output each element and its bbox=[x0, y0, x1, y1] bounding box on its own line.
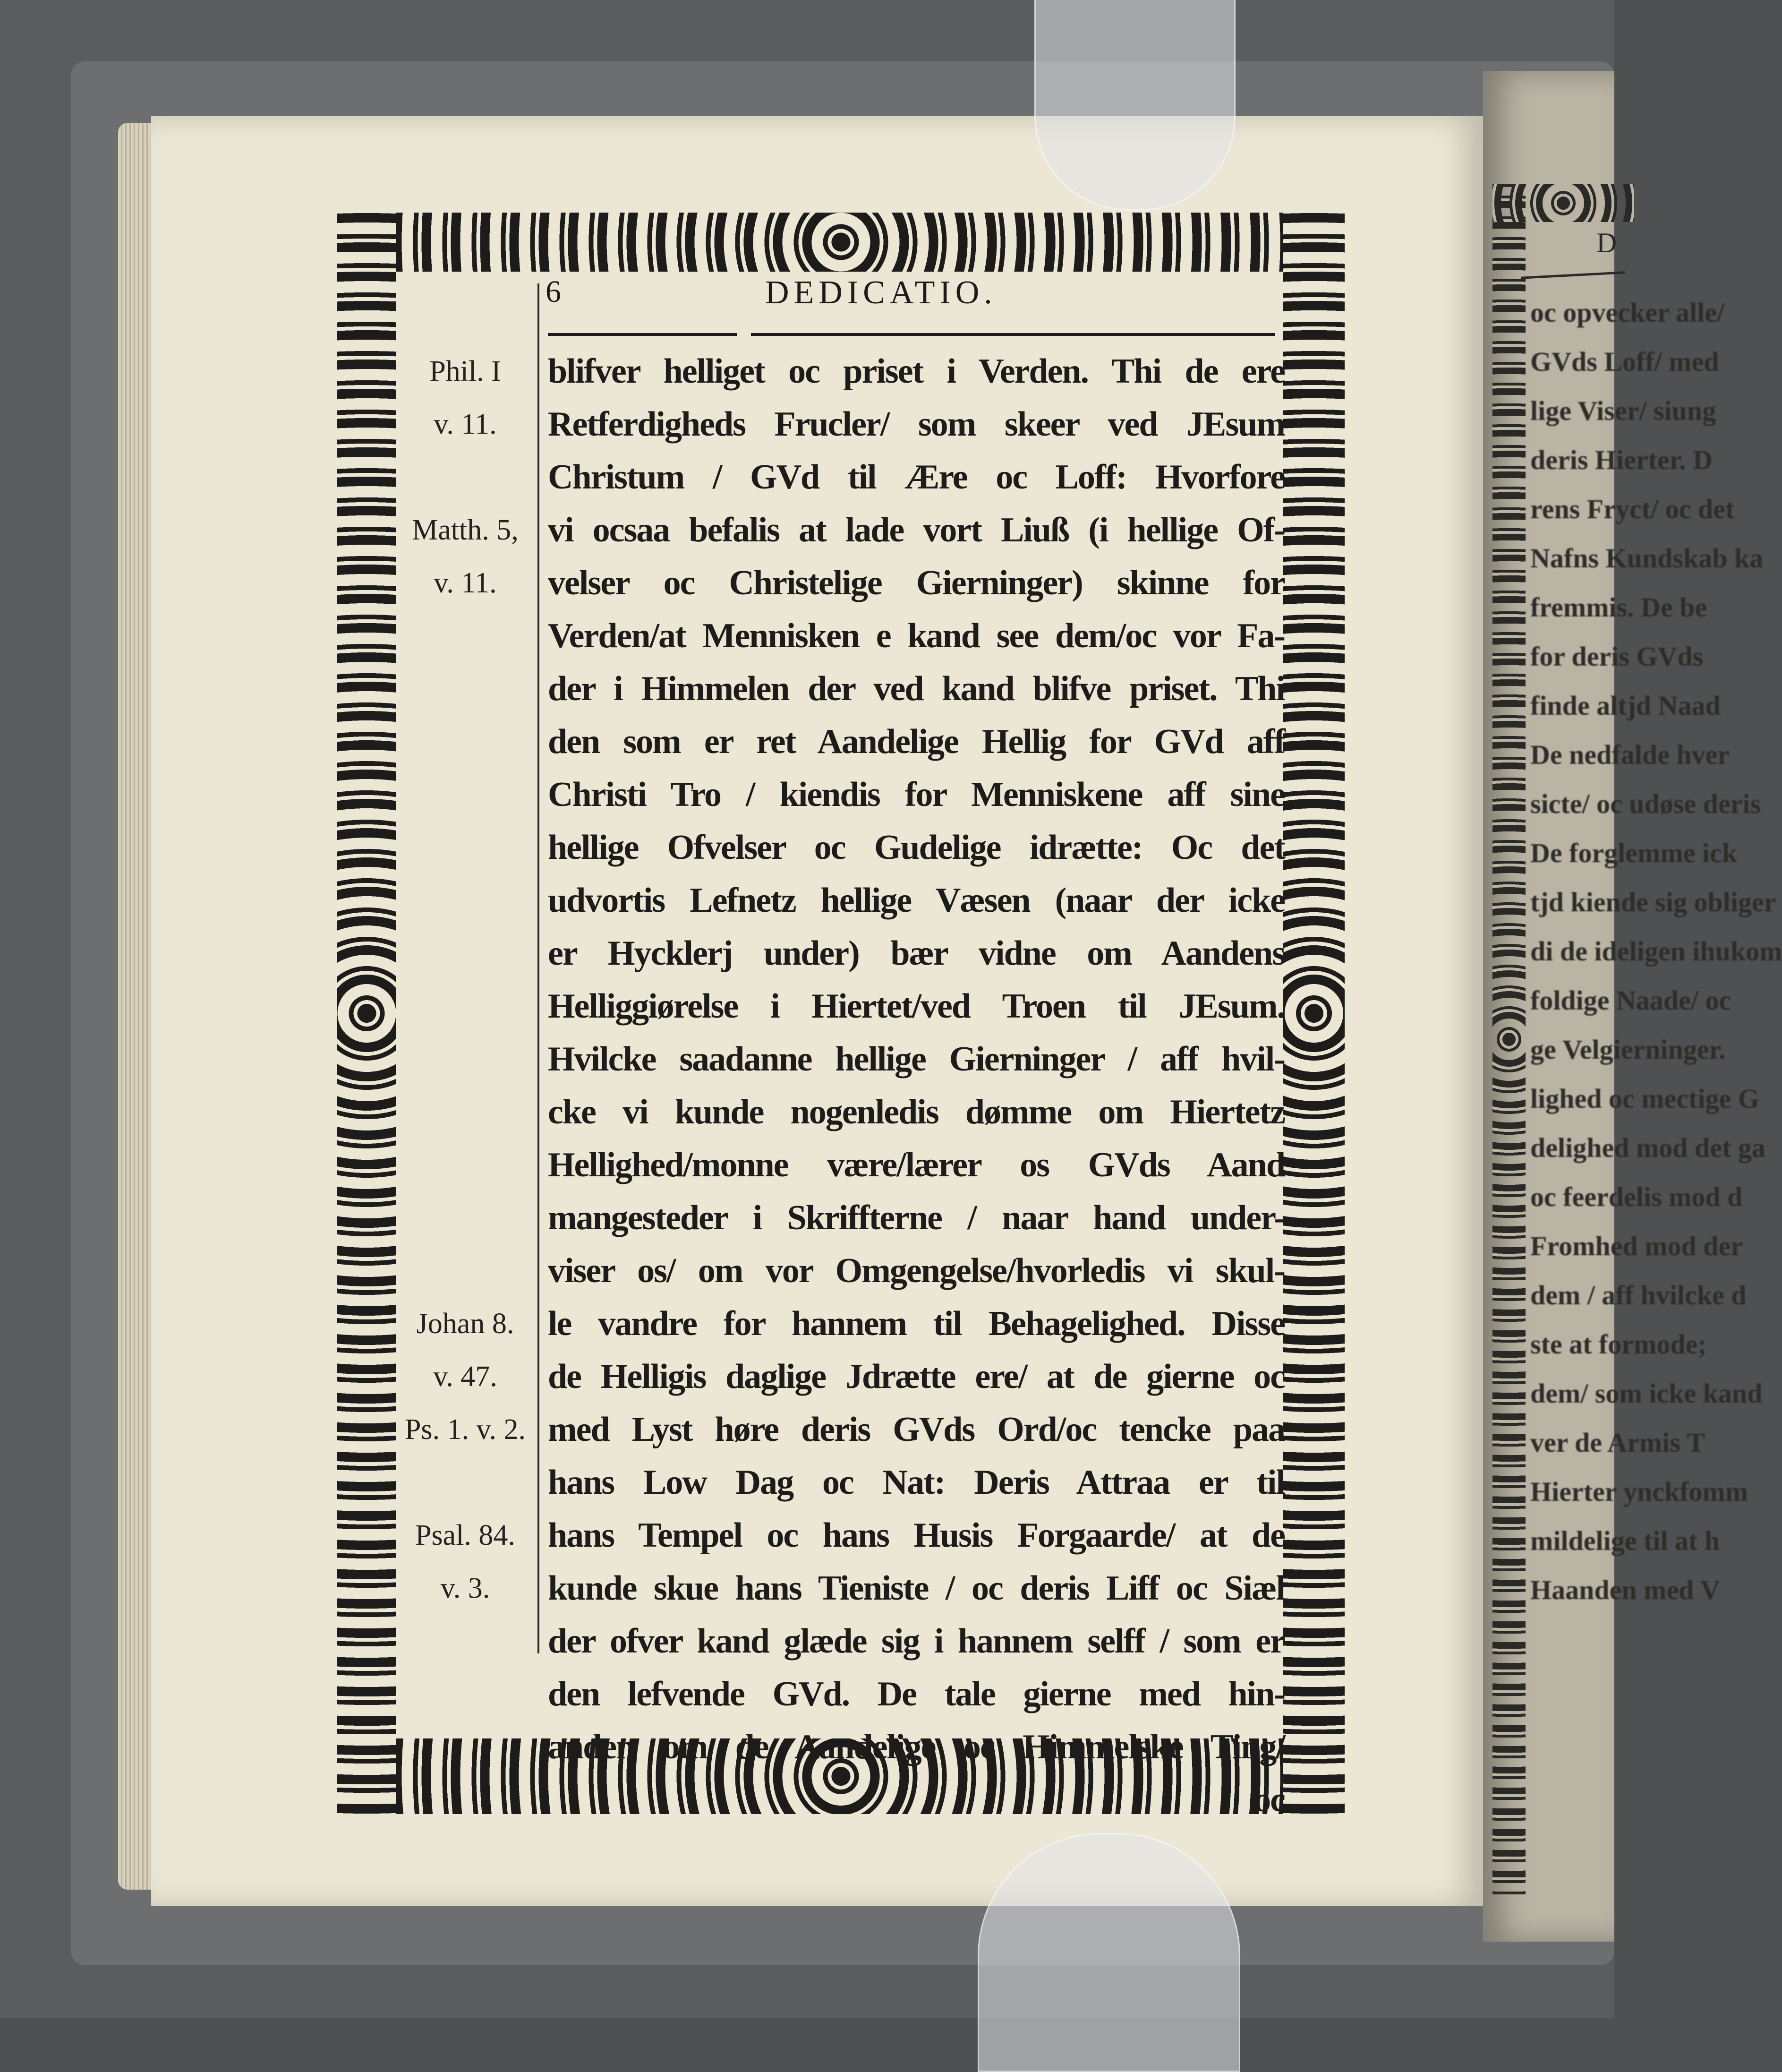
right-page-border bbox=[1492, 184, 1526, 1894]
right-text-line: fremmis. De be bbox=[1530, 592, 1707, 623]
right-text-line: dem / aff hvilcke d bbox=[1530, 1280, 1747, 1310]
margin-note: Phil. I bbox=[429, 355, 501, 387]
text-line: Hellighed/monne være/lærer os GVds Aand bbox=[548, 1146, 1285, 1184]
text-line: cke vi kunde nogenledis dømme om Hiertetz bbox=[548, 1093, 1285, 1131]
right-text-line: tjd kiende sig obliger bbox=[1530, 887, 1776, 917]
right-text-line: oc opvecker alle/ bbox=[1530, 297, 1725, 328]
right-text-line: dem/ som icke kand bbox=[1530, 1378, 1763, 1409]
right-text-line: mildelige til at h bbox=[1530, 1525, 1720, 1556]
text-line: Christum / GVd til Ære oc Loff: Hvorfore bbox=[548, 458, 1285, 497]
right-text-line: deris Hierter. D bbox=[1530, 445, 1713, 475]
right-text-line: delighed mod det ga bbox=[1530, 1132, 1765, 1163]
header-rule bbox=[548, 333, 737, 336]
right-running-head: D bbox=[1596, 227, 1617, 258]
right-text-line: Fromhed mod der bbox=[1530, 1231, 1743, 1261]
right-text-line: Hierter ynckfomm bbox=[1530, 1476, 1748, 1507]
text-line: der ofver kand glæde sig i hannem selff / som er bbox=[548, 1622, 1285, 1661]
margin-note: v. 11. bbox=[434, 567, 497, 599]
margin-note: v. 11. bbox=[434, 408, 497, 440]
right-text-line: GVds Loff/ med bbox=[1530, 346, 1719, 377]
body-text bbox=[548, 345, 1285, 1826]
text-line: le vandre for hannem til Behagelighed. Disse bbox=[548, 1304, 1285, 1343]
right-text-line: ver de Armis T bbox=[1530, 1427, 1705, 1458]
margin-note: v. 3. bbox=[440, 1572, 490, 1604]
text-line: viser os/ om vor Omgengelse/hvorledis vi skul- bbox=[548, 1251, 1285, 1290]
running-head: DEDICATIO. bbox=[765, 274, 997, 311]
margin-note: Johan 8. bbox=[416, 1308, 514, 1340]
right-text-line: foldige Naade/ oc bbox=[1530, 985, 1731, 1016]
right-text-line: lighed oc mectige G bbox=[1530, 1083, 1759, 1114]
right-text-line: Nafns Kundskab ka bbox=[1530, 543, 1764, 574]
right-text-line: rens Fryct/ oc det bbox=[1530, 494, 1735, 524]
header-rule bbox=[751, 333, 1275, 336]
margin-note: Ps. 1. v. 2. bbox=[404, 1413, 526, 1446]
right-text-line: oc feerdelis mod d bbox=[1530, 1182, 1743, 1212]
page-holder-clip-bottom bbox=[978, 1833, 1240, 2072]
text-line: med Lyst høre deris GVds Ord/oc tencke paa bbox=[548, 1410, 1285, 1449]
right-text-line: sicte/ oc udøse deris bbox=[1530, 788, 1761, 819]
margin-note: v. 47. bbox=[433, 1361, 497, 1393]
margin-note: Psal. 84. bbox=[415, 1519, 515, 1551]
right-text-line: Haanden med V bbox=[1530, 1575, 1720, 1605]
text-line: vi ocsaa befalis at lade vort Liuß (i hellige Of- bbox=[548, 511, 1285, 549]
border-top bbox=[337, 213, 1345, 272]
border-right bbox=[1283, 213, 1345, 1814]
text-line: velser oc Christelige Gierninger) skinne for bbox=[548, 564, 1285, 602]
text-line: hans Low Dag oc Nat: Deris Attraa er til bbox=[548, 1463, 1285, 1502]
border-left bbox=[337, 213, 396, 1814]
right-text-line: for deris GVds bbox=[1530, 641, 1704, 672]
right-page bbox=[1483, 71, 1782, 1942]
text-line: Retferdigheds Frucler/ som skeer ved JEsum bbox=[548, 405, 1285, 444]
text-line: den lefvende GVd. De tale gierne med hin- bbox=[548, 1675, 1285, 1713]
text-line: de Helligis daglige Jdrætte ere/ at de gierne oc bbox=[548, 1357, 1285, 1396]
text-line: udvortis Lefnetz hellige Væsen (naar der icke bbox=[548, 881, 1285, 920]
text-line: den som er ret Aandelige Hellig for GVd aff bbox=[548, 722, 1285, 761]
right-text-line: De nedfalde hver bbox=[1530, 739, 1730, 770]
right-text-line: finde altjd Naad bbox=[1530, 690, 1721, 721]
text-line: er Hycklerj under) bær vidne om Aandens bbox=[548, 934, 1285, 973]
right-text-line: ge Velgierninger. bbox=[1530, 1034, 1726, 1065]
margin-rule bbox=[537, 283, 539, 1653]
catchword: oc bbox=[1253, 1781, 1285, 1819]
text-line: Hvilcke saadanne hellige Gierninger / aff hvil- bbox=[548, 1040, 1285, 1079]
text-line: Helliggiørelse i Hiertet/ved Troen til JEsum. bbox=[548, 987, 1285, 1026]
page-number: 6 bbox=[546, 274, 561, 309]
text-line: anden om de Aandelige oc Himmelske Ting/ bbox=[548, 1728, 1285, 1766]
text-line: kunde skue hans Tieniste / oc deris Liff oc Siæl bbox=[548, 1569, 1285, 1608]
right-text-line: ste at formode; bbox=[1530, 1329, 1707, 1360]
text-line: Verden/at Mennisken e kand see dem/oc vor Fa- bbox=[548, 616, 1285, 655]
text-line: hans Tempel oc hans Husis Forgaarde/ at de bbox=[548, 1516, 1285, 1555]
right-page-text bbox=[1530, 288, 1782, 1615]
margin-note: Matth. 5, bbox=[412, 514, 519, 546]
text-line: der i Himmelen der ved kand blifve priset. Thi bbox=[548, 669, 1285, 708]
right-page-border-top bbox=[1492, 184, 1634, 222]
right-text-line: De forglemme ick bbox=[1530, 838, 1738, 868]
text-line: blifver helliget oc priset i Verden. Thi de ere bbox=[548, 352, 1285, 391]
page-holder-clip-top bbox=[1034, 0, 1236, 211]
text-line: mangesteder i Skriffterne / naar hand under- bbox=[548, 1199, 1285, 1237]
right-header-rule bbox=[1521, 271, 1625, 279]
right-text-line: lige Viser/ siung bbox=[1530, 395, 1716, 426]
text-line: hellige Ofvelser oc Gudelige idrætte: Oc det bbox=[548, 828, 1285, 867]
text-line: Christi Tro / kiendis for Menniskene aff sine bbox=[548, 775, 1285, 814]
right-text-line: di de ideligen ihukom bbox=[1530, 936, 1782, 967]
